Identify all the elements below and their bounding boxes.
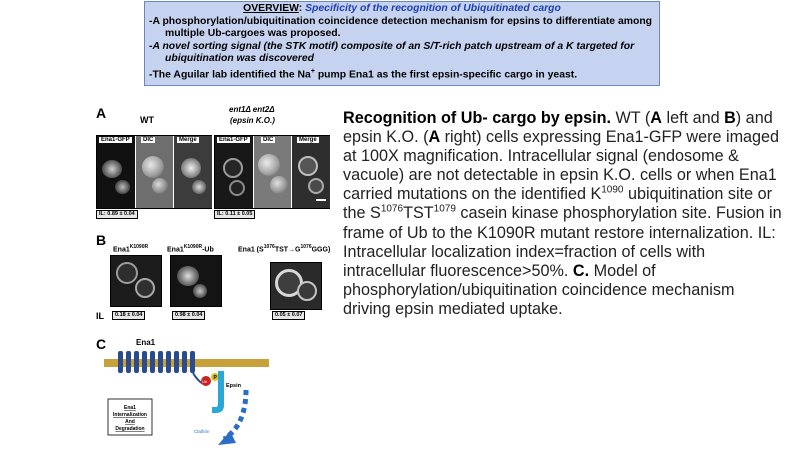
box-line-4: Degradation	[115, 426, 145, 432]
overview-bullet-2	[149, 41, 655, 66]
panel-a-ko-images	[214, 135, 330, 209]
label-2-a: Ena1	[167, 246, 184, 254]
label-1-a: Ena1	[113, 246, 130, 254]
helix	[142, 351, 147, 373]
helix	[182, 351, 187, 373]
overview-title: OVERVIEW	[243, 3, 299, 14]
panel-b-image-3	[270, 262, 322, 310]
label-3-sup-1: 1076	[263, 244, 275, 250]
clathrin-path	[224, 390, 246, 439]
caption-t6: TST	[403, 204, 434, 223]
b2-cell	[193, 284, 207, 298]
dic-cell	[152, 178, 168, 194]
bullet-3-sup: +	[310, 67, 315, 75]
panel-b-label-2	[167, 244, 214, 253]
panel-b-il-2: 0.98 ± 0.04	[172, 311, 205, 320]
helix	[126, 351, 131, 373]
clathrin-label: Clathrin	[194, 429, 210, 434]
dic-cell	[270, 176, 288, 194]
ko-gfp-image	[215, 136, 253, 208]
b3-cell	[297, 281, 317, 301]
b2-cell	[177, 266, 199, 286]
panel-b-image-1	[110, 255, 162, 307]
gfp-ring-cell	[223, 158, 243, 178]
caption-ref-c1: C.	[572, 261, 590, 280]
bullet-3-b: pump Ena1 as the first epsin-specific cargo in yeast.	[314, 69, 578, 81]
b1-cell	[116, 262, 138, 284]
gfp-cell	[102, 160, 122, 178]
label-3-a: Ena1 (S	[238, 246, 264, 254]
panel-b-il-1: 0.18 ± 0.04	[112, 311, 145, 320]
caption-t8: Model of phosphorylation/ubiquitination coincidence mechanism driving epsin mediated uptake.	[343, 261, 735, 318]
caption-t1: WT (	[611, 109, 651, 127]
wt-tag-merge: Merge	[179, 137, 197, 143]
helix	[174, 351, 179, 373]
label-3-c: GGG)	[311, 246, 331, 254]
merge-cell	[308, 178, 324, 194]
panel-a-wt-images	[96, 135, 212, 209]
wt-gfp-image	[97, 136, 135, 208]
merge-cell	[181, 158, 201, 178]
caption-t3: ) and epsin K.O. (	[343, 109, 773, 147]
label-3-b: TST→G	[274, 246, 301, 254]
wt-tag-dic: DIC	[143, 137, 154, 143]
panel-a-ko-label-1: ent1Δ ent2Δ	[229, 105, 275, 114]
ko-dic-image	[253, 136, 292, 208]
panel-b-label-1	[113, 244, 148, 253]
label-2-b: -Ub	[202, 246, 214, 254]
caption-sup2: 1076	[380, 204, 404, 216]
panel-a-ko-il: IL: 0.11 ± 0.05	[214, 210, 255, 219]
overview-box	[144, 1, 660, 86]
caption-title: Recognition of Ub- cargo by epsin.	[343, 109, 612, 127]
helix	[118, 351, 123, 373]
gfp-ring-cell	[229, 180, 245, 196]
caption-ref-b1: B	[724, 109, 736, 127]
panel-b-image-2	[170, 255, 222, 307]
ub-label: Ub	[202, 379, 208, 384]
panel-a-wt-label: WT	[140, 115, 154, 125]
label-3-sup-2: 1076	[300, 244, 312, 250]
panel-b-letter: B	[96, 232, 107, 248]
panel-c-diagram	[96, 335, 276, 450]
panel-b-il-3: 0.05 ± 0.07	[272, 311, 305, 320]
helix	[134, 351, 139, 373]
panel-c-letter: C	[96, 336, 107, 352]
bullet-3-a: -The Aguilar lab identified the Na	[149, 69, 311, 81]
bullet-2-line-1: -A novel sorting signal (the STK motif) composite of an S/T-rich patch upstream of a K targeted for	[149, 40, 635, 52]
helix	[158, 351, 163, 373]
ko-tag-gfp: Ena1-GFP	[219, 137, 248, 143]
overview-heading: OVERVIEW: Specificity of the recognition of Ubiquitinated cargo	[243, 3, 561, 14]
dic-cell	[142, 156, 164, 178]
wt-dic-image	[135, 136, 174, 208]
wt-merge-image	[173, 136, 212, 208]
caption-ref-a1: A	[650, 109, 662, 127]
bullet-1-line-1: -A phosphorylation/ubiquitination coincidence detection mechanism for epsins to differentiate among	[149, 15, 653, 27]
figure-caption	[343, 109, 783, 319]
bullet-1-line-2: multiple Ub-cargoes was proposed.	[165, 28, 341, 40]
epsin-label: Epsin	[226, 383, 241, 389]
helix	[166, 351, 171, 373]
merge-cell	[192, 180, 206, 194]
label-2-sup: K1090R	[183, 244, 203, 250]
merge-cell	[298, 156, 318, 176]
ko-merge-image	[291, 136, 330, 208]
ko-tag-dic: DIC	[263, 137, 274, 143]
panel-a-ko-label-2: (epsin K.O.)	[230, 116, 275, 125]
helix	[150, 351, 155, 373]
caption-ref-a2: A	[428, 128, 441, 147]
caption-sup3: 1079	[433, 204, 456, 216]
gfp-cell	[115, 180, 130, 194]
box-line-3: And	[125, 419, 135, 425]
overview-bullet-1	[149, 16, 655, 41]
overview-subtitle: Specificity of the recognition of Ubiquitinated cargo	[305, 3, 561, 14]
scale-bar	[316, 199, 326, 201]
panel-b-il-label: IL	[96, 311, 104, 321]
caption-t2: left and	[661, 109, 725, 127]
panel-b-label-3	[238, 244, 330, 253]
caption-t5: ubiquitination site or the S	[343, 185, 772, 223]
caption-t7: casein kinase phosphorylation site. Fusion in frame of Ub to the K1090R mutant restore internalization. IL: Intracellular localization index=fraction of cells with intracellular fluorescence>50%.	[343, 204, 782, 280]
box-line-1: Ena1	[124, 405, 136, 411]
caption-t4: right) cells expressing Ena1-GFP were imaged at 100X magnification. Intracellular signal (endosome & vacuole) are not detectable in epsin K.O. cells or when Ena1 carried mutations on the identified K	[343, 128, 780, 204]
p-label: P	[213, 375, 217, 381]
ena1-label: Ena1	[136, 338, 156, 347]
caption-sup1: 1090	[601, 184, 624, 196]
panel-a-wt-il: IL: 0.89 ± 0.04	[96, 210, 138, 219]
label-1-sup: K1090R	[129, 244, 149, 250]
wt-tag-gfp: Ena1-GFP	[101, 137, 130, 143]
ko-tag-merge: Merge	[299, 137, 317, 143]
dic-cell	[258, 154, 280, 176]
b1-cell	[135, 278, 155, 298]
overview-bullet-3	[149, 66, 655, 82]
bullet-2-line-2: ubiquitination was discovered	[165, 53, 314, 65]
helix	[190, 351, 195, 373]
panel-a-letter: A	[96, 105, 107, 121]
box-line-2: Internalization	[113, 412, 147, 418]
